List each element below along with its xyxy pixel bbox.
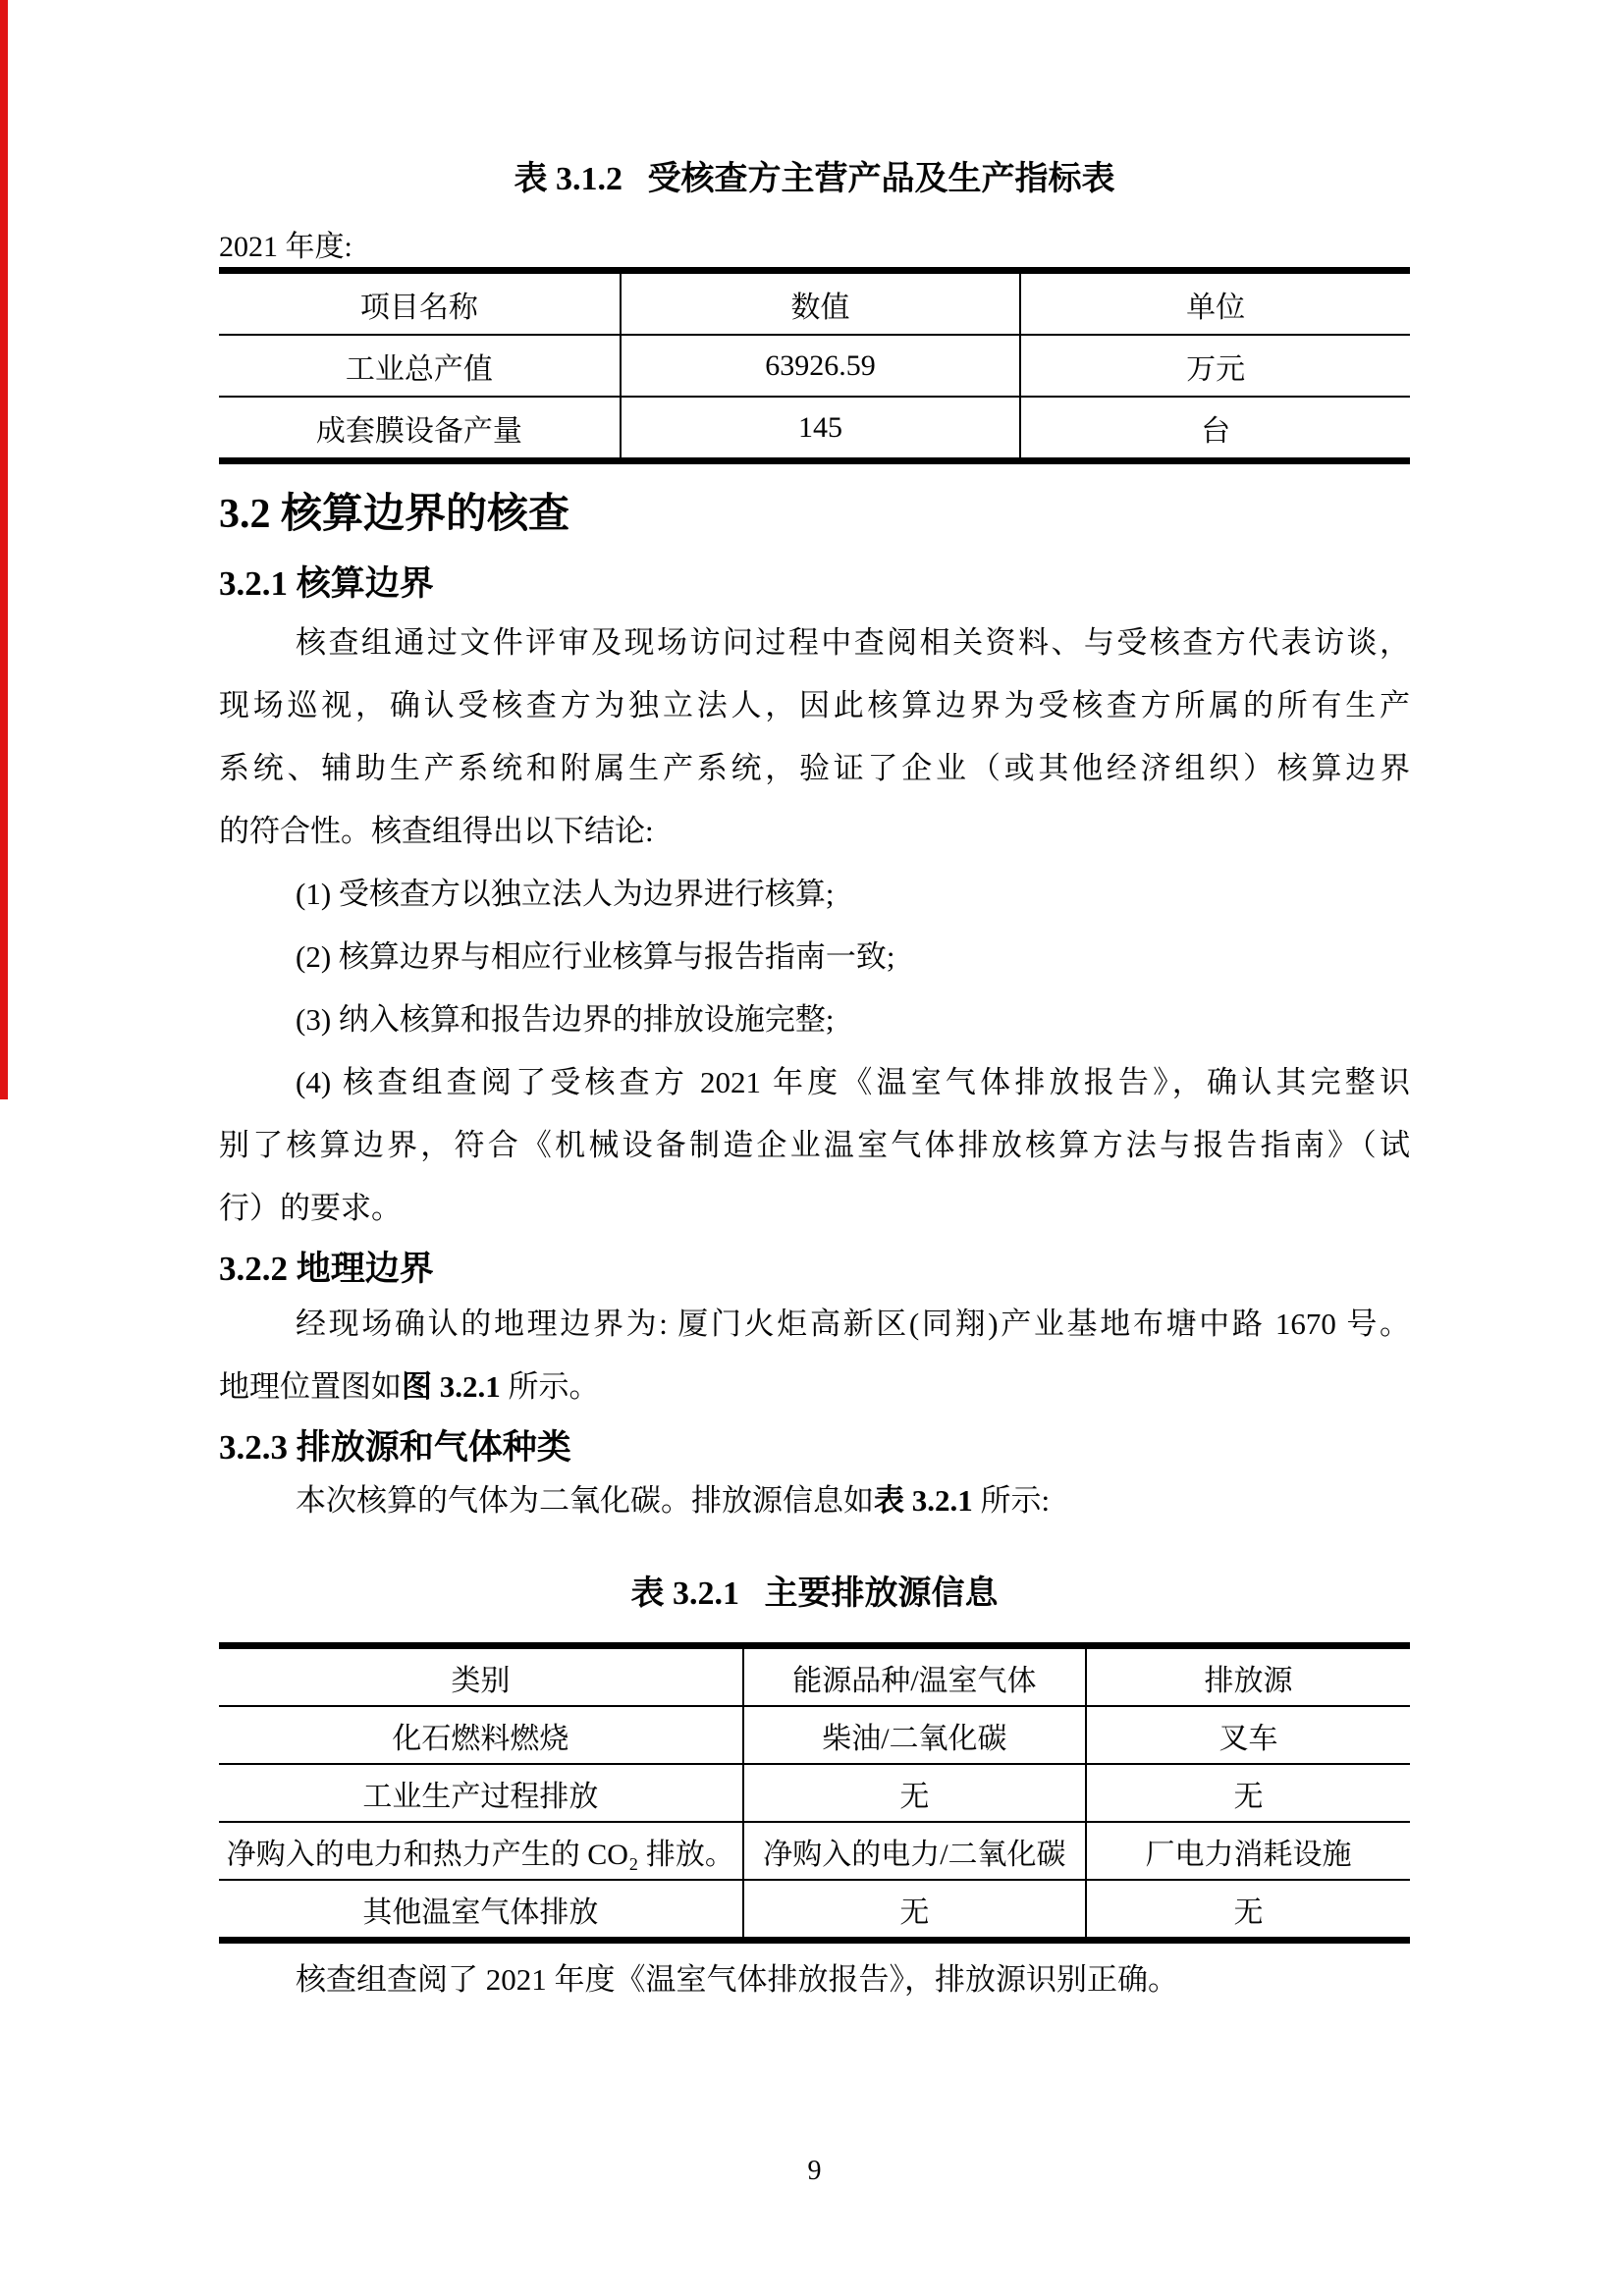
text-line — [219, 737, 1410, 800]
section-3-2-3-paragraph — [219, 1469, 1410, 1532]
table-header-cell: 单位 — [1020, 271, 1410, 336]
table-row — [219, 1822, 1410, 1880]
text-line — [219, 1955, 1410, 2004]
table-row — [219, 1706, 1410, 1764]
table-cell: 化石燃料燃烧 — [219, 1706, 743, 1764]
table-3-2-1-title: 表 3.2.1 主要排放源信息 — [630, 1575, 999, 1612]
table-cell: 万元 — [1020, 335, 1410, 397]
section-3-2-1-heading: 3.2.1 核算边界 — [219, 564, 434, 603]
text: 核查组查阅了 2021 年度《温室气体排放报告》，排放源识别正确。 — [296, 1962, 1178, 1997]
section-3-2-1-conclusions — [219, 863, 1410, 1240]
text: 地理位置图如 — [219, 1369, 402, 1404]
table-header-cell: 能源品种/温室气体 — [743, 1646, 1086, 1707]
text: 的符合性。核查组得出以下结论: — [219, 814, 654, 848]
table-row — [219, 397, 1410, 461]
table-header-row — [219, 1646, 1410, 1707]
table-cell: 成套膜设备产量 — [219, 397, 621, 461]
text-line — [219, 1177, 1410, 1240]
section-3-2-3-heading: 3.2.3 排放源和气体种类 — [219, 1428, 571, 1467]
section-3-2-2-paragraph — [219, 1293, 1410, 1418]
section-3-2-heading: 3.2 核算边界的核查 — [219, 492, 570, 537]
left-red-line — [0, 0, 8, 1099]
table-header-row — [219, 271, 1410, 336]
table-cell: 无 — [743, 1764, 1086, 1822]
text: 系统、辅助生产系统和附属生产系统，验证了企业（或其他经济组织）核算边界 — [219, 751, 1410, 785]
text-line — [219, 926, 1410, 988]
table-cell: 无 — [743, 1880, 1086, 1941]
closing-paragraph — [219, 1955, 1410, 2004]
text: 现场巡视，确认受核查方为独立法人，因此核算边界为受核查方所属的所有生产 — [219, 688, 1410, 722]
text-line — [219, 674, 1410, 737]
table-cell: 工业总产值 — [219, 335, 621, 397]
table-cell: 厂电力消耗设施 — [1086, 1822, 1410, 1880]
text-line — [219, 1469, 1410, 1532]
text-line — [219, 800, 1410, 863]
emission-sources-table — [219, 1642, 1410, 1944]
text: 核查组通过文件评审及现场访问过程中查阅相关资料、与受核查方代表访谈， — [296, 625, 1410, 660]
text: 经现场确认的地理边界为: 厦门火炬高新区(同翔)产业基地布塘中路 1670 号。 — [296, 1307, 1410, 1341]
year-label: 2021 年度: — [219, 231, 352, 263]
text: (1) 受核查方以独立法人为边界进行核算; — [296, 877, 835, 911]
bold-text: 表 3.2.1 — [874, 1483, 973, 1518]
page-content — [0, 157, 1624, 2191]
section-3-2-1-paragraph — [219, 612, 1410, 863]
table-cell: 净购入的电力和热力产生的 CO₂ 排放。 — [219, 1822, 743, 1880]
table-cell: 无 — [1086, 1764, 1410, 1822]
table-header-cell: 数值 — [621, 271, 1021, 336]
table-header-cell: 项目名称 — [219, 271, 621, 336]
text-line — [219, 612, 1410, 674]
text-line — [219, 1293, 1410, 1356]
table-cell: 145 — [621, 397, 1021, 461]
table-3-1-2-title: 表 3.1.2 受核查方主营产品及生产指标表 — [514, 161, 1115, 197]
section-3-2-2-heading: 3.2.2 地理边界 — [219, 1250, 434, 1288]
table-cell: 柴油/二氧化碳 — [743, 1706, 1086, 1764]
table-row — [219, 1880, 1410, 1941]
text: (3) 纳入核算和报告边界的排放设施完整; — [296, 1002, 835, 1037]
text: 本次核算的气体为二氧化碳。排放源信息如 — [296, 1483, 874, 1518]
page-number: 9 — [807, 2156, 822, 2186]
text: (4) 核查组查阅了受核查方 2021 年度《温室气体排放报告》，确认其完整识 — [296, 1065, 1410, 1099]
text: 所示: — [972, 1483, 1051, 1518]
text-line — [219, 863, 1410, 926]
text: 别了核算边界，符合《机械设备制造企业温室气体排放核算方法与报告指南》（试 — [219, 1128, 1410, 1162]
products-indicators-table — [219, 267, 1410, 464]
table-row — [219, 1764, 1410, 1822]
text: 行）的要求。 — [219, 1191, 402, 1225]
table-cell: 叉车 — [1086, 1706, 1410, 1764]
table-cell: 无 — [1086, 1880, 1410, 1941]
table-cell: 净购入的电力/二氧化碳 — [743, 1822, 1086, 1880]
bold-text: 图 3.2.1 — [402, 1369, 501, 1404]
text-line — [219, 1114, 1410, 1177]
text-line — [219, 1051, 1410, 1114]
text: 所示。 — [500, 1369, 600, 1404]
text: (2) 核算边界与相应行业核算与报告指南一致; — [296, 939, 895, 974]
table-cell: 台 — [1020, 397, 1410, 461]
table-row — [219, 335, 1410, 397]
text-line — [219, 988, 1410, 1051]
table-header-cell: 排放源 — [1086, 1646, 1410, 1707]
table-header-cell: 类别 — [219, 1646, 743, 1707]
text-line — [219, 1356, 1410, 1418]
table-cell: 其他温室气体排放 — [219, 1880, 743, 1941]
table-cell: 63926.59 — [621, 335, 1021, 397]
table-cell: 工业生产过程排放 — [219, 1764, 743, 1822]
